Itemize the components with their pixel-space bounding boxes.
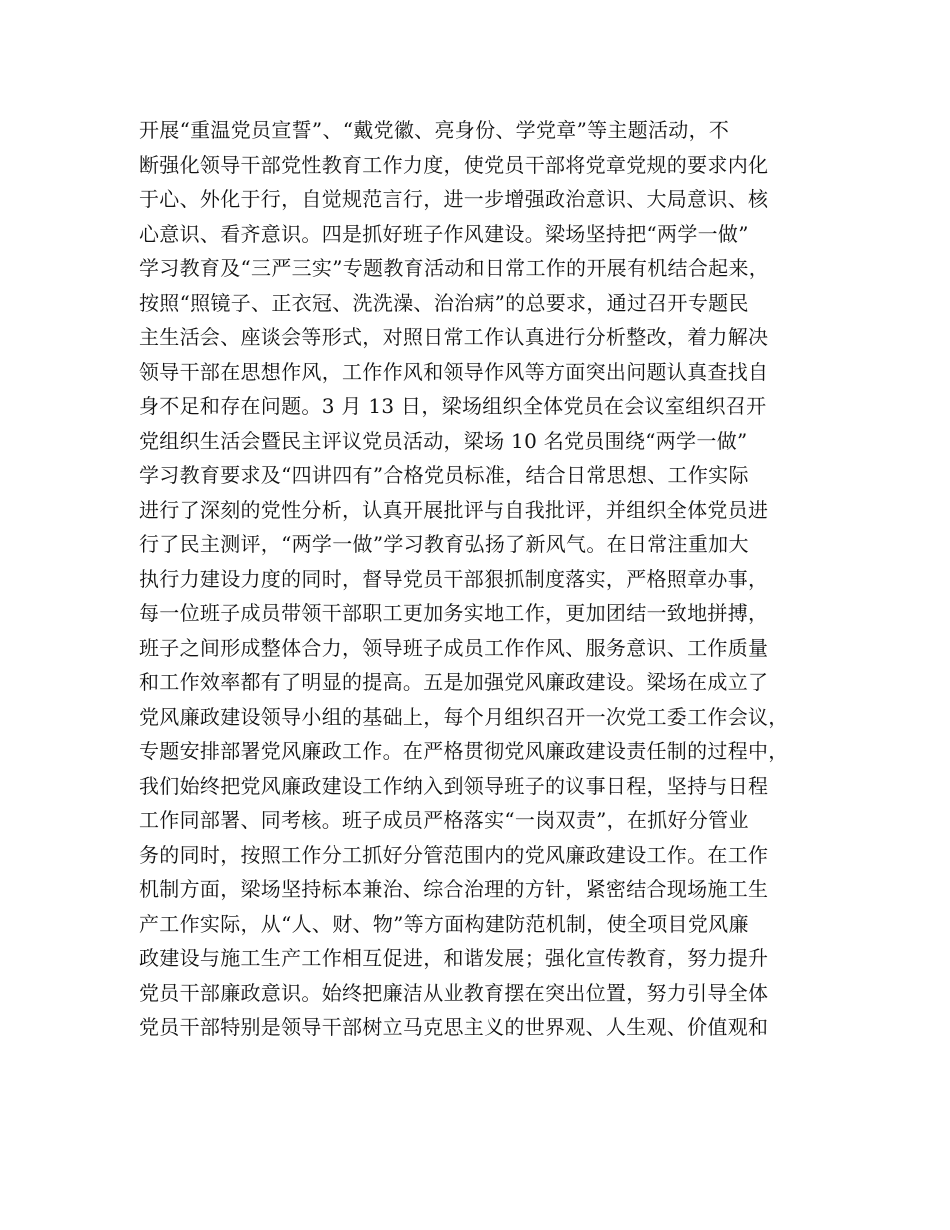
text-line: 进行了深刻的党性分析，认真开展批评与自我批评，并组织全体党员进 <box>139 497 769 522</box>
text-line: 专题安排部署党风廉政工作。在严格贯彻党风廉政建设责任制的过程中， <box>139 739 789 763</box>
text-line: 断强化领导干部党性教育工作力度，使党员干部将党章党规的要求内化 <box>139 152 769 177</box>
text-line: 执行力建设力度的同时，督导党员干部狠抓制度落实，严格照章办事， <box>139 566 769 591</box>
text-line: 工作同部署、同考核。班子成员严格落实“一岗双责”，在抓好分管业 <box>139 808 749 832</box>
text-line: 按照“照镜子、正衣冠、洗洗澡、治治病”的总要求，通过召开专题民 <box>139 290 749 315</box>
body-text <box>139 113 819 1045</box>
text-line: 机制方面，梁场坚持标本兼治、综合治理的方针，紧密结合现场施工生 <box>139 877 769 901</box>
text-line: 我们始终把党风廉政建设工作纳入到领导班子的议事日程，坚持与日程 <box>139 773 769 798</box>
text-line: 班子之间形成整体合力，领导班子成员工作作风、服务意识、工作质量 <box>139 635 769 660</box>
text-line: 学习教育及“三严三实”专题教育活动和日常工作的开展有机结合起来， <box>139 256 770 280</box>
text-line: 心意识、看齐意识。四是抓好班子作风建设。梁场坚持把“两学一做” <box>139 221 749 246</box>
text-line: 于心、外化于行，自觉规范言行，进一步增强政治意识、大局意识、核 <box>139 187 769 211</box>
text-line: 领导干部在思想作风，工作作风和领导作风等方面突出问题认真查找自 <box>139 359 769 384</box>
text-line: 开展“重温党员宣誓”、“戴党徽、亮身份、学党章”等主题活动，不 <box>139 118 730 142</box>
text-line: 党员干部廉政意识。始终把廉洁从业教育摆在突出位置，努力引导全体 <box>139 980 769 1005</box>
text-line: 党员干部特别是领导干部树立马克思主义的世界观、人生观、价值观和 <box>139 1015 769 1039</box>
text-line: 和工作效率都有了明显的提高。五是加强党风廉政建设。梁场在成立了 <box>139 670 769 694</box>
text-line: 主生活会、座谈会等形式，对照日常工作认真进行分析整改，着力解决 <box>139 325 769 349</box>
text-line: 党组织生活会暨民主评议党员活动，梁场 10 名党员围绕“两学一做” <box>139 428 748 453</box>
text-line: 学习教育要求及“四讲四有”合格党员标准，结合日常思想、工作实际 <box>139 463 749 487</box>
text-line: 行了民主测评，“两学一做”学习教育弘扬了新风气。在日常注重加大 <box>139 532 749 556</box>
text-line: 每一位班子成员带领干部职工更加务实地工作，更加团结一致地拼搏， <box>139 601 769 625</box>
text-line: 政建设与施工生产工作相互促进，和谐发展；强化宣传教育，努力提升 <box>139 946 769 970</box>
text-line: 党风廉政建设领导小组的基础上，每个月组织召开一次党工委工作会议， <box>139 704 789 729</box>
text-line: 务的同时，按照工作分工抓好分管范围内的党风廉政建设工作。在工作 <box>139 842 769 867</box>
text-line: 身不足和存在问题。3 月 13 日，梁场组织全体党员在会议室组织召开 <box>139 394 767 418</box>
text-line: 产工作实际，从“人、财、物”等方面构建防范机制，使全项目党风廉 <box>139 911 749 936</box>
